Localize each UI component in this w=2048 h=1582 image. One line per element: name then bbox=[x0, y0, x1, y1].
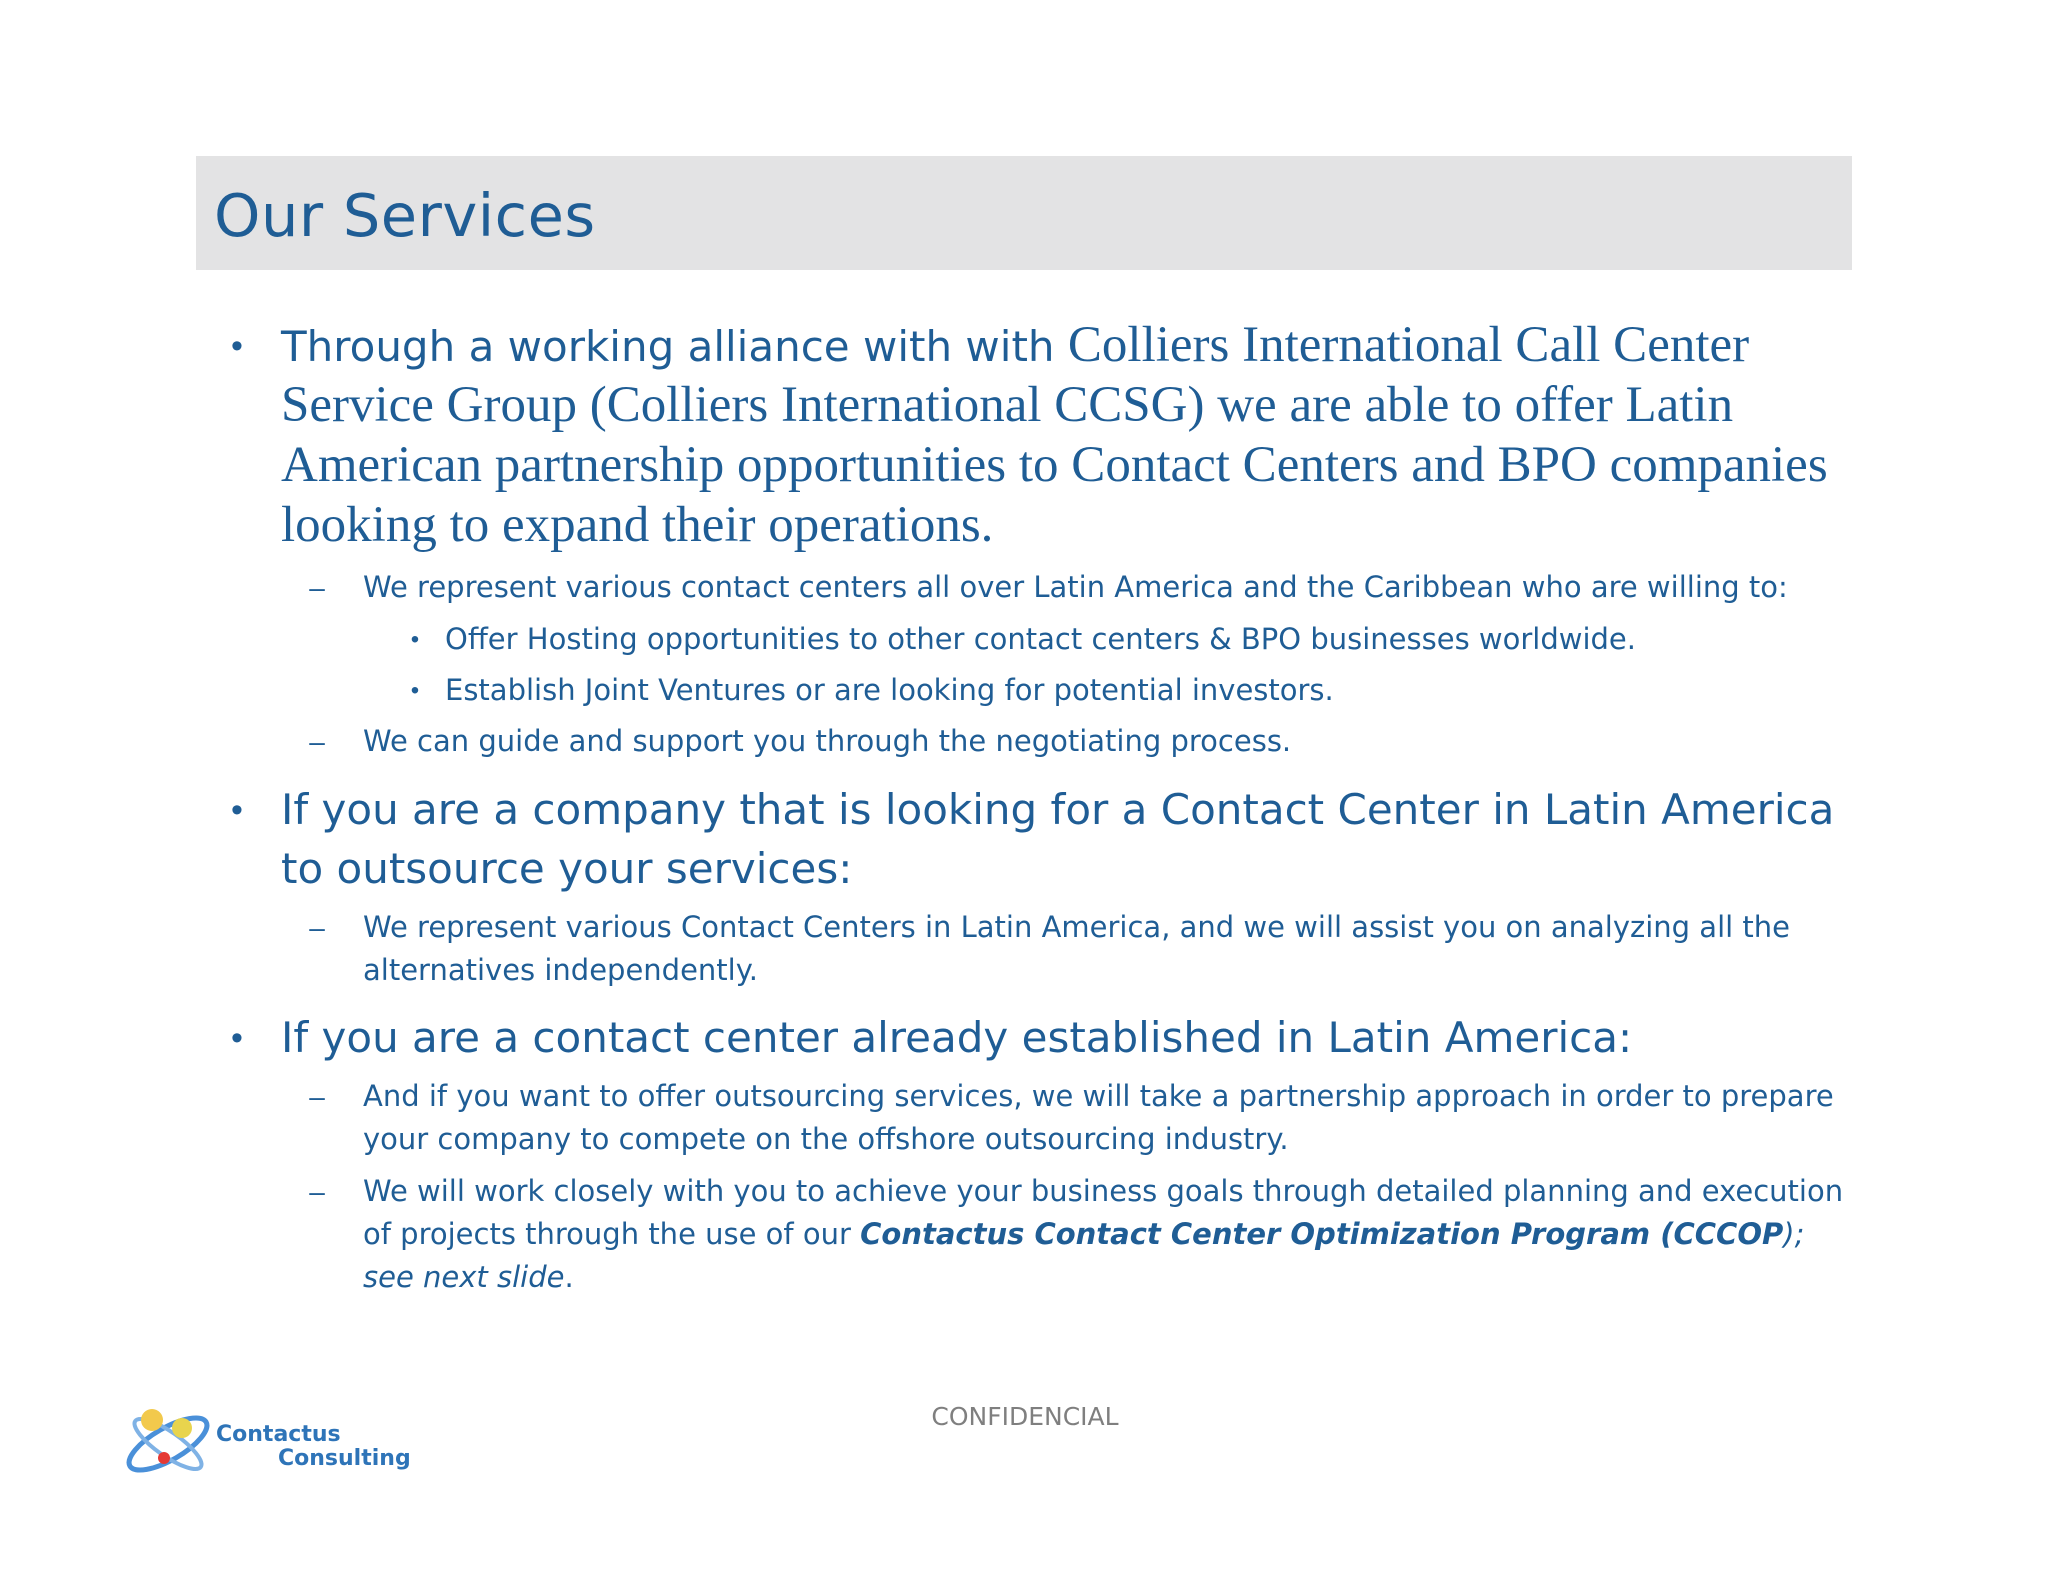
confidential-label: CONFIDENCIAL bbox=[931, 1402, 1119, 1431]
title-band bbox=[196, 156, 1852, 270]
bullet-2-sub-1-marker: – bbox=[309, 912, 325, 943]
bullet-3-sub-2-text bbox=[363, 1170, 1857, 1299]
bullet-2-marker: • bbox=[231, 791, 243, 829]
bullet-3-text: If you are a contact center already established in Latin America: bbox=[281, 1013, 1633, 1062]
bullet-1-text bbox=[281, 316, 1857, 556]
logo-mark-icon bbox=[120, 1400, 220, 1490]
bullet-3-sub-1-text: And if you want to offer outsourcing services, we will take a partnership approach in order to prepare your company to compete on the offshore outsourcing industry. bbox=[363, 1079, 1834, 1156]
program-name-close: ); bbox=[1783, 1217, 1805, 1251]
bullet-2-text: If you are a company that is looking for a Contact Center in Latin America to outsource your services: bbox=[281, 785, 1835, 893]
bullet-1-sub-2-text: We can guide and support you through the negotiating process. bbox=[363, 724, 1292, 758]
bullet-3-sub-2-marker: – bbox=[309, 1176, 325, 1207]
bullet-3-marker: • bbox=[231, 1019, 243, 1057]
slide-title: Our Services bbox=[214, 181, 596, 250]
bullet-2-sub-1-text: We represent various Contact Centers in Latin America, and we will assist you on analyzing all the alternatives independently. bbox=[363, 910, 1791, 987]
bullet-1-sub-1-text: We represent various contact centers all over Latin America and the Caribbean who are willing to: bbox=[363, 570, 1788, 604]
logo-line-1: Contactus bbox=[216, 1422, 341, 1447]
bullet-1-sub-1-marker: – bbox=[309, 572, 325, 603]
sentence-end: . bbox=[564, 1260, 574, 1294]
bullet-1-sub-1-item-1-text: Offer Hosting opportunities to other contact centers & BPO businesses worldwide. bbox=[445, 622, 1636, 656]
next-slide-note: see next slide bbox=[363, 1260, 565, 1294]
bullet-1-sub-1-item-2-marker: • bbox=[410, 677, 420, 704]
bullet-1-sub-1-item-1-marker: • bbox=[410, 626, 420, 653]
bullet-1-text-serif: Colliers International Call Center Service Group (Colliers International CCSG) we are able to offer Latin American partnership opportunities to Contact Centers and BPO companies looking to expand their operations. bbox=[281, 317, 1828, 553]
bullet-3-sub-1-marker: – bbox=[309, 1081, 325, 1112]
logo-line-2: Consulting bbox=[278, 1446, 411, 1471]
bullet-1-marker: • bbox=[231, 327, 243, 365]
contactus-logo bbox=[120, 1400, 420, 1490]
bullet-1-sub-1-item-2-text: Establish Joint Ventures or are looking for potential investors. bbox=[445, 673, 1334, 707]
bullet-1-sub-2-marker: – bbox=[309, 726, 325, 757]
program-name: Contactus Contact Center Optimization Program (CCCOP bbox=[860, 1217, 1784, 1251]
bullet-3-sub-2-text-plain: We will work closely with you to achieve your business goals through detailed planning and execution of projects through the use of our bbox=[363, 1174, 1844, 1251]
bullet-1-text-sans: Through a working alliance with with bbox=[281, 322, 1068, 371]
